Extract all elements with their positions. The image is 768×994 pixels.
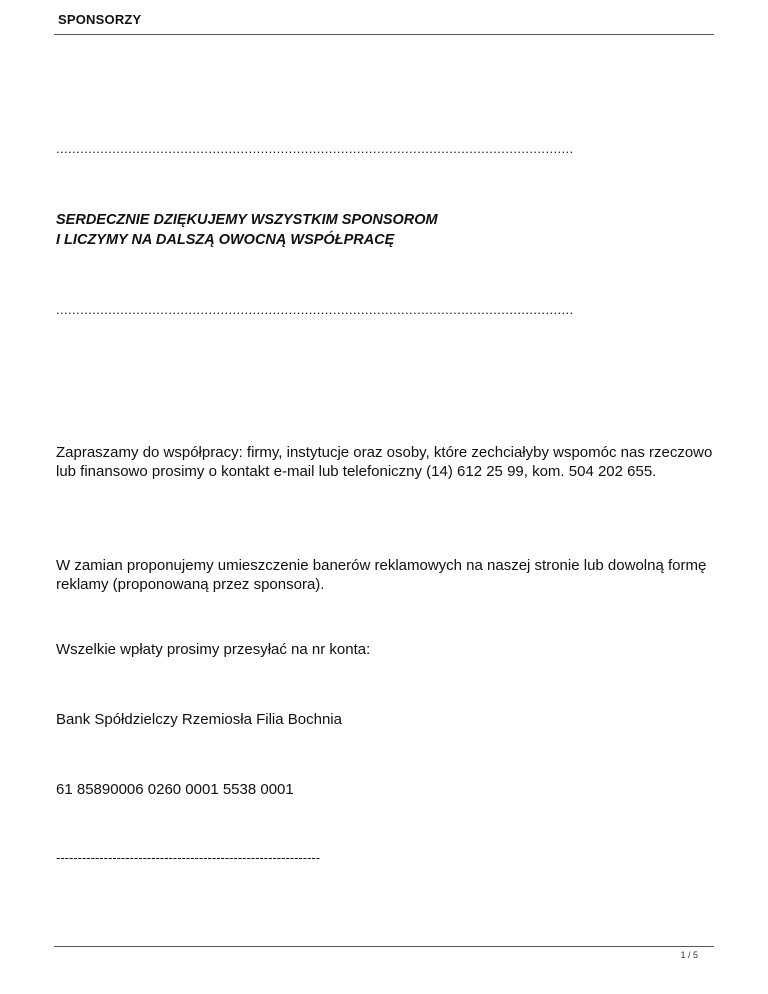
thanks-message (56, 210, 438, 250)
page-number: 1 / 5 (680, 950, 698, 960)
dash-separator: ------------------------------------------------------------- (56, 851, 321, 865)
thanks-line-2: I LICZYMY NA DALSZĄ OWOCNĄ WSPÓŁPRACĘ (56, 232, 395, 248)
banner-offer-paragraph: W zamian proponujemy umieszczenie banerów reklamowych na naszej stronie lub dowolną formę reklamy (proponowaną przez sponsora). (56, 557, 707, 593)
invite-paragraph: Zapraszamy do współpracy: firmy, instytucje oraz osoby, które zechciałyby wspomóc nas rzeczowo lub finansowo prosimy o kontakt e-mail lub telefoniczny (14) 612 25 99, kom. 504 202 655. (56, 444, 713, 480)
payments-paragraph: Wszelkie wpłaty prosimy przesyłać na nr konta: (56, 641, 371, 658)
thanks-line-1: SERDECZNIE DZIĘKUJEMY WSZYSTKIM SPONSOROM (56, 212, 438, 228)
dotted-separator-bottom: ................................................................................................................................. (56, 303, 574, 317)
footer-divider (54, 946, 714, 947)
bank-name: Bank Spółdzielczy Rzemiosła Filia Bochnia (56, 711, 342, 728)
header-divider (54, 34, 714, 35)
account-number: 61 85890006 0260 0001 5538 0001 (56, 781, 294, 798)
page-header-title: SPONSORZY (58, 12, 142, 27)
dotted-separator-top: ................................................................................................................................. (56, 142, 574, 156)
